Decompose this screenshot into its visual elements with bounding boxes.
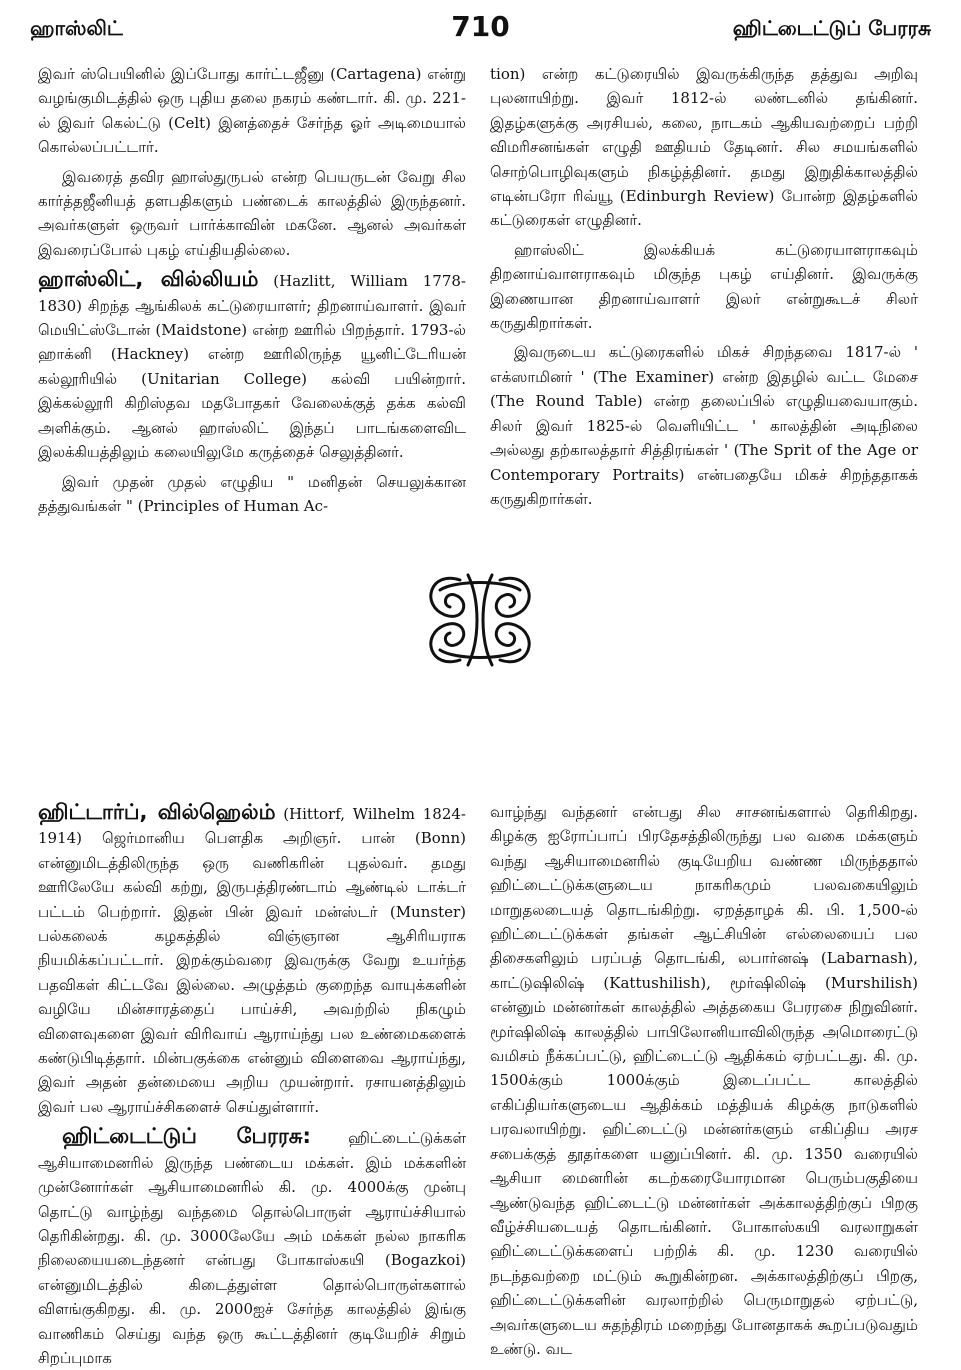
column-bottom-left — [38, 800, 466, 1367]
entry-text: (Hittorf, Wilhelm 1824-1914) ஜெர்மானிய பௌதிக அறிஞர். பான் (Bonn) என்னுமிடத்திலிருந்த ஒரு வணிகரின் புதல்வர். தமது ஊரிலேயே கல்வி கற்று, இருபத்திரண்டாம் ஆண்டில் டாக்டர் பட்டம் பெற்றார். இதன் பின் இவர் மன்ஸ்டர் (Munster) பல்கலைக் கழகத்தில் விஞ்ஞான ஆசிரியராக நியமிக்கப்பட்டார். இறக்கும்வரை இவருக்கு வேறு உயர்ந்த பதவிகள் கிட்டவே இல்லை. அழுத்தம் குறைந்த வாயுக்களின் வழியே மின்சாரத்தைப் பாய்ச்சி, அவற்றில் நிகழும் விளைவுகளை இவர் விரிவாய் ஆராய்ந்து பல உண்மைகளைக் கண்டுபிடித்தார். மின்பகுக்கை என்னும் விளைவை ஆராய்ந்து, இவர் அதன் தன்மையை அறிய முயன்றார். ரசாயனத்திலும் இவர் பல ஆராய்ச்சிகளைச் செய்துள்ளார். — [38, 805, 466, 1116]
page-header — [30, 10, 931, 50]
column-top-left — [38, 62, 466, 515]
paragraph: இவருடைய கட்டுரைகளில் மிகச் சிறந்தவை 1817-ல் ' எக்ஸாமினர் ' (The Examiner) என்ற இதழில் வட்ட மேசை (The Round Table) என்ற தலைப்பில் எழுதியவையாகும். சிலர் இவர் 1825-ல் வெளியிட்ட ' காலத்தின் அடிநிலை அல்லது தற்காலத்தார் சித்திரங்கள் ' (The Sprit of the Age or Contemporary Portraits) என்பதையே மிகச் சிறந்ததாகக் கருதுகிறார்கள். — [490, 343, 918, 508]
entry-heading: ஹிட்டார்ப், வில்ஹெல்ம் — [38, 800, 276, 824]
running-head-left: ஹாஸ்லிட் — [30, 16, 123, 40]
entry-text: (Hazlitt, William 1778-1830) சிறந்த ஆங்கிலக் கட்டுரையாளர்; திறனாய்வாளர். இவர் மெயிட்ஸ்டோன் (Maidstone) என்ற ஊரில் பிறந்தார். 1793-ல் ஹாக்னி (Hackney) என்ற ஊரிலிருந்த யூனிட்டேரியன் கல்லூரியில் (Unitarian College) கல்வி பயின்றார். இக்கல்லூரி கிறிஸ்தவ மதபோதகர் வேலைக்குத் தக்க கல்வி அளிக்கும். ஆனல் ஹாஸ்லிட் இந்தப் பாடங்களைவிட இலக்கியத்திலும் கலையிலுமே கருத்தைச் செலுத்தினர். — [38, 272, 466, 462]
paragraph: இவரைத் தவிர ஹாஸ்துருபல் என்ற பெயருடன் வேறு சில கார்த்தஜீனியத் தளபதிகளும் பண்டைக் காலத்தில் இருந்தனர். அவர்களுள் ஒருவர் பார்க்காவின் மகனே. ஆனல் அவர்கள் இவரைப்போல் புகழ் எய்தியதில்லை. — [38, 167, 466, 259]
entry-hazlitt — [38, 267, 466, 464]
column-top-right — [490, 62, 918, 508]
entry-heading: ஹிட்டைட்டுப் பேரரசு: — [62, 1124, 311, 1149]
paragraph: இவர் முதன் முதல் எழுதிய " மனிதன் செயலுக்கான தத்துவங்கள் " (Principles of Human Ac- — [38, 472, 466, 515]
paragraph: வாழ்ந்து வந்தனர் என்பது சில சாசனங்களால் தெரிகிறது. கிழக்கு ஐரோப்பாப் பிரதேசத்திலிருந்து பல வகை மக்களும் வந்து ஆசியாமைனரில் குடியேறிய வண்ண மிருந்ததால் ஹிட்டைட்டுக்களுடைய நாகரிகமும் பலவகையிலும் மாறுதலடையத் தொடங்கிற்று. ஏறத்தாழக் கி. பி. 1,500-ல் ஹிட்டைட்டுக்கள் தங்கள் ஆட்சியின் எல்லையைப் பல திசைகளிலும் பரப்பத் தொடங்கி, லபார்னஷ் (Labarnash), காட்டுஷிலிஷ் (Kattushilish), மூர்ஷிலிஷ் (Murshilish) என்னும் மன்னர்கள் காலத்தில் அத்தகைய பேரரசை நிறுவினர். மூர்ஷிலிஷ் காலத்தில் பாபிலோனியாவிலிருந்த அமொரைட்டு வமிசம் நீக்கப்பட்டு, ஹிட்டைட்டு ஆதிக்கம் ஏற்பட்டது. கி. மு. 1500க்கும் 1000க்கும் இடைப்பட்ட காலத்தில் எகிப்தியர்களுடைய ஆதிக்கம் மத்தியக் கிழக்கு நாடுகளில் பரவலாயிற்று. ஹிட்டைட்டு மன்னர்களும் எகிப்திய அரச சபைக்குத் தூதர்களை யனுப்பினர். கி. மு. 1350 வரையில் ஆசியா மைனரின் கடற்கரையோரமான பெரும்பகுதியை ஆண்டுவந்த ஹிட்டைட்டு மன்னர்கள் அக்காலத்திற்குப் பிறகு வீழ்ச்சியடையத் தொடங்கினர். போகாஸ்கயி வரலாறுகள் ஹிட்டைட்டுக்களைப் பற்றிக் கி. மு. 1230 வரையில் நடந்தவற்றை மட்டும் கூறுகின்றன. அக்காலத்திற்குப் பிறகு, ஹிட்டைட்டுக்களின் வரலாற்றில் பெருமாறுதல் ஏற்பட்டு, அவர்களுடைய சுதந்திரம் மறைந்து போனதாகக் கூறப்படுவதும் உண்டு. வட — [490, 803, 918, 1358]
paragraph: tion) என்ற கட்டுரையில் இவருக்கிருந்த தத்துவ அறிவு புலனாயிற்று. இவர் 1812-ல் லண்டனில் தங்கினர். இதழ்களுக்கு அரசியல், கலை, நாடகம் ஆகியவற்றைப் பற்றி விமரிசனங்கள் எழுதி ஊதியம் தேடினர். சில சமயங்களில் சொற்பொழிவுகளும் நிகழ்த்தினர். தமது இறுதிக்காலத்தில் எடின்பரோ ரிவ்யூ (Edinburgh Review) போன்ற இதழ்களில் கட்டுரைகள் எழுதினர். — [490, 65, 918, 230]
entry-hittorf — [38, 800, 466, 1119]
entry-text: ஹிட்டைட்டுக்கள் ஆசியாமைனரில் இருந்த பண்டைய மக்கள். இம் மக்களின் முன்னோர்கள் ஆசியாமைனரில் கி. மு. 4000க்கு முன்பு தொட்டு வாழ்ந்து வந்தமை தொல்பொருள் ஆராய்ச்சியால் தெரிகின்றது. கி. மு. 3000லேயே அம் மக்கள் நல்ல நாகரிக நிலையையடைந்தனர் என்பது போகாஸ்கயி (Bogazkoi) என்னுமிடத்தில் கிடைத்துள்ள தொல்பொருள்களால் விளங்குகிறது. கி. மு. 2000ஐச் சேர்ந்த காலத்தில் இங்கு வாணிகம் செய்து வந்த ஒரு கூட்டத்தினர் குடியேறிச் சிறும் சிறப்புமாக — [38, 1129, 466, 1367]
paragraph: இவர் ஸ்பெயினில் இப்போது கார்ட்டஜீனு (Cartagena) என்று வழங்குமிடத்தில் ஒரு புதிய தலை நகரம் கண்டார். கி. மு. 221-ல் இவர் கெல்ட்டு (Celt) இனத்தைச் சேர்ந்த ஓர் அடிமையால் கொல்லப்பட்டார். — [38, 65, 466, 157]
entry-heading: ஹாஸ்லிட், வில்லியம் — [38, 267, 259, 292]
section-ornament-icon — [410, 560, 550, 680]
column-bottom-right — [490, 800, 918, 1358]
running-head-right: ஹிட்டைட்டுப் பேரரசு — [732, 16, 931, 40]
entry-hittite-empire — [38, 1124, 466, 1370]
page-number: 710 — [451, 10, 510, 43]
paragraph: ஹாஸ்லிட் இலக்கியக் கட்டுரையாளராகவும் திறனாய்வாளராகவும் மிகுந்த புகழ் எய்தினர். இவருக்கு இணையான திறனாய்வாளர் இலர் என்றுகூடச் சிலர் கருதுகிறார்கள். — [490, 240, 918, 333]
